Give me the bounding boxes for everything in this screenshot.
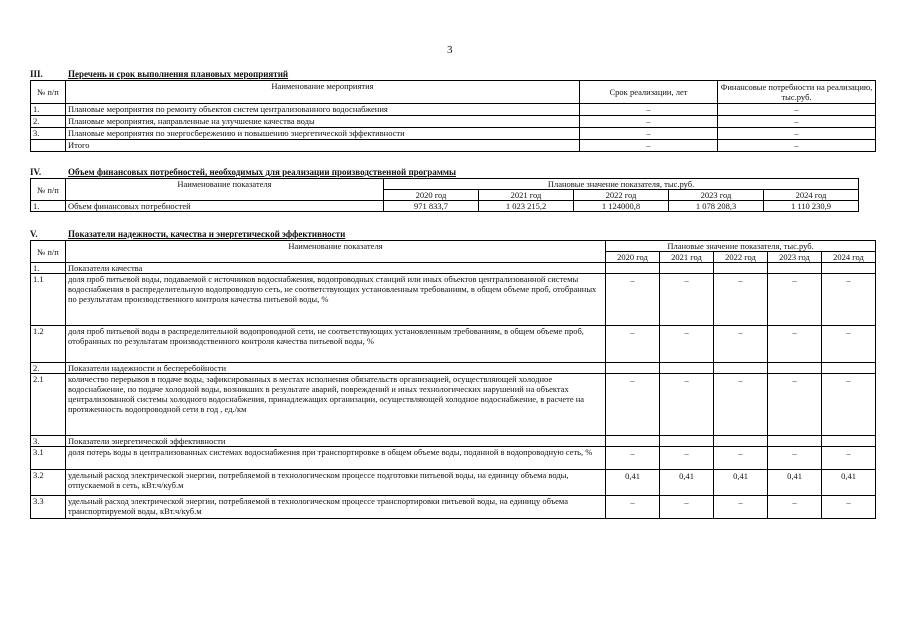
row-num xyxy=(31,140,66,152)
group-num: 3. xyxy=(31,436,66,447)
row-num: 2.1 xyxy=(31,374,66,436)
table-row xyxy=(31,104,876,116)
value-2021: 0,41 xyxy=(660,470,714,496)
value-2020: – xyxy=(606,496,660,519)
row-finance: – xyxy=(718,116,876,128)
value-2023: 1 078 208,3 xyxy=(669,201,764,212)
row-num: 1.2 xyxy=(31,326,66,363)
section-4-number: IV. xyxy=(30,167,42,177)
page-number: 3 xyxy=(447,44,453,56)
section-5-number: V. xyxy=(30,229,38,239)
table-row xyxy=(31,201,859,212)
table-row xyxy=(31,274,876,326)
group-name: Показатели качества xyxy=(66,263,606,274)
row-num: 2. xyxy=(31,116,66,128)
group-name: Показатели энергетической эффективности xyxy=(66,436,606,447)
row-term: – xyxy=(580,104,718,116)
value-2024: – xyxy=(822,496,876,519)
row-num: 1. xyxy=(31,201,66,212)
value-2021: 1 023 215,2 xyxy=(479,201,574,212)
value-2024: – xyxy=(822,447,876,470)
header-num: № п/п xyxy=(31,81,66,104)
header-planned: Плановые значение показателя, тыс.руб. xyxy=(606,241,876,252)
row-name: Объем финансовых потребностей xyxy=(66,201,384,212)
row-name: удельный расход электрической энергии, потребляемой в технологическом процессе транспортировки питьевой воды, на единицу объема транспортируемой воды, кВт.ч/куб.м xyxy=(66,496,606,519)
row-term: – xyxy=(580,140,718,152)
year-2021: 2021 год xyxy=(479,190,574,201)
value-2024: – xyxy=(822,374,876,436)
row-num: 1.1 xyxy=(31,274,66,326)
row-term: – xyxy=(580,116,718,128)
section-4-title: Объем финансовых потребностей, необходимых для реализации производственной программы xyxy=(68,167,457,177)
value-2022: 0,41 xyxy=(714,470,768,496)
value-2023: – xyxy=(768,326,822,363)
value-2024: – xyxy=(822,326,876,363)
header-finance: Финансовые потребности на реализацию, тыс.руб. xyxy=(718,81,876,104)
group-row xyxy=(31,363,876,374)
year-2020: 2020 год xyxy=(384,190,479,201)
section-5-heading xyxy=(30,229,345,239)
section-4-heading xyxy=(30,167,456,177)
row-num: 1. xyxy=(31,104,66,116)
year-2021: 2021 год xyxy=(660,252,714,263)
row-name: Плановые мероприятия по ремонту объектов систем централизованного водоснабжения xyxy=(66,104,580,116)
row-term: – xyxy=(580,128,718,140)
row-name: удельный расход электрической энергии, потребляемой в технологическом процессе подготовки питьевой воды, на единицу объема воды, отпускаемой в сеть, кВт.ч/куб.м xyxy=(66,470,606,496)
header-name: Наименование показателя xyxy=(66,179,384,201)
section-3-title: Перечень и срок выполнения плановых мероприятий xyxy=(68,69,289,79)
value-2020: – xyxy=(606,447,660,470)
value-2020: 971 833,7 xyxy=(384,201,479,212)
value-2022: – xyxy=(714,447,768,470)
value-2021: – xyxy=(660,447,714,470)
row-num: 3.3 xyxy=(31,496,66,519)
section-5-title: Показатели надежности, качества и энергетической эффективности xyxy=(68,229,346,239)
table-row xyxy=(31,374,876,436)
row-num: 3. xyxy=(31,128,66,140)
section-3-header-row xyxy=(31,81,876,104)
row-finance: – xyxy=(718,128,876,140)
group-name: Показатели надежности и бесперебойности xyxy=(66,363,606,374)
value-2022: – xyxy=(714,326,768,363)
year-2024: 2024 год xyxy=(764,190,859,201)
section-5-table xyxy=(30,240,876,519)
row-name: Плановые мероприятия, направленные на улучшение качества воды xyxy=(66,116,580,128)
value-2021: – xyxy=(660,496,714,519)
section-3-table xyxy=(30,80,876,152)
row-name: доля проб питьевой воды, подаваемой с источников водоснабжения, водопроводных станций или иных объектов централизованной системы водоснабжения в распределительную водопроводную сеть, не соответствующих установленным требованиям, в общем объеме проб, отобранных по результатам производственного контроля качества питьевой воды, % xyxy=(66,274,606,326)
value-2024: 0,41 xyxy=(822,470,876,496)
value-2022: 1 124000,8 xyxy=(574,201,669,212)
group-num: 1. xyxy=(31,263,66,274)
value-2022: – xyxy=(714,374,768,436)
section-4-header-row xyxy=(31,179,859,190)
table-row xyxy=(31,447,876,470)
group-row xyxy=(31,436,876,447)
year-2020: 2020 год xyxy=(606,252,660,263)
table-row xyxy=(31,470,876,496)
year-2022: 2022 год xyxy=(714,252,768,263)
header-planned: Плановые значение показателя, тыс.руб. xyxy=(384,179,859,190)
table-row xyxy=(31,128,876,140)
value-2022: – xyxy=(714,274,768,326)
year-2023: 2023 год xyxy=(768,252,822,263)
row-name: доля потерь воды в централизованных системах водоснабжения при транспортировке в общем объеме воды, поданной в водопроводную сеть, % xyxy=(66,447,606,470)
row-num: 3.1 xyxy=(31,447,66,470)
header-num: № п/п xyxy=(31,241,66,263)
row-name: доля проб питьевой воды в распределительной водопроводной сети, не соответствующих установленным требованиям, в общем объеме проб, отобранных по результатам производственного контроля качества питьевой воды, % xyxy=(66,326,606,363)
row-name: Итого xyxy=(66,140,580,152)
group-row xyxy=(31,263,876,274)
total-row xyxy=(31,140,876,152)
row-num: 3.2 xyxy=(31,470,66,496)
header-term: Срок реализации, лет xyxy=(580,81,718,104)
header-num: № п/п xyxy=(31,179,66,201)
group-num: 2. xyxy=(31,363,66,374)
section-3-number: III. xyxy=(30,69,43,79)
value-2021: – xyxy=(660,326,714,363)
row-name: Плановые мероприятия по энергосбережению и повышению энергетической эффективности xyxy=(66,128,580,140)
value-2022: – xyxy=(714,496,768,519)
value-2020: – xyxy=(606,374,660,436)
header-name: Наименование показателя xyxy=(66,241,606,263)
value-2023: – xyxy=(768,374,822,436)
value-2020: 0,41 xyxy=(606,470,660,496)
section-4-table xyxy=(30,178,859,212)
section-3-heading xyxy=(30,69,288,79)
table-row xyxy=(31,116,876,128)
table-row xyxy=(31,326,876,363)
year-2022: 2022 год xyxy=(574,190,669,201)
table-row xyxy=(31,496,876,519)
value-2020: – xyxy=(606,274,660,326)
section-5-header-row xyxy=(31,241,876,252)
row-finance: – xyxy=(718,104,876,116)
value-2024: – xyxy=(822,274,876,326)
row-finance: – xyxy=(718,140,876,152)
value-2021: – xyxy=(660,274,714,326)
year-2024: 2024 год xyxy=(822,252,876,263)
value-2024: 1 110 230,9 xyxy=(764,201,859,212)
value-2023: – xyxy=(768,274,822,326)
value-2020: – xyxy=(606,326,660,363)
value-2023: 0,41 xyxy=(768,470,822,496)
value-2023: – xyxy=(768,496,822,519)
value-2021: – xyxy=(660,374,714,436)
year-2023: 2023 год xyxy=(669,190,764,201)
row-name: количество перерывов в подаче воды, зафиксированных в местах исполнения обязательств организацией, осуществляющей холодное водоснабжение, по подаче холодной воды, возникших в результате аварий, повреждений и иных технологических нарушений на объектах централизованной системы холодного водоснабжения, принадлежащих организации, осуществляющей холодное водоснабжение, в расчете на протяженность водопроводной сети в год , ед./км xyxy=(66,374,606,436)
header-name: Наименование мероприятия xyxy=(66,81,580,104)
value-2023: – xyxy=(768,447,822,470)
